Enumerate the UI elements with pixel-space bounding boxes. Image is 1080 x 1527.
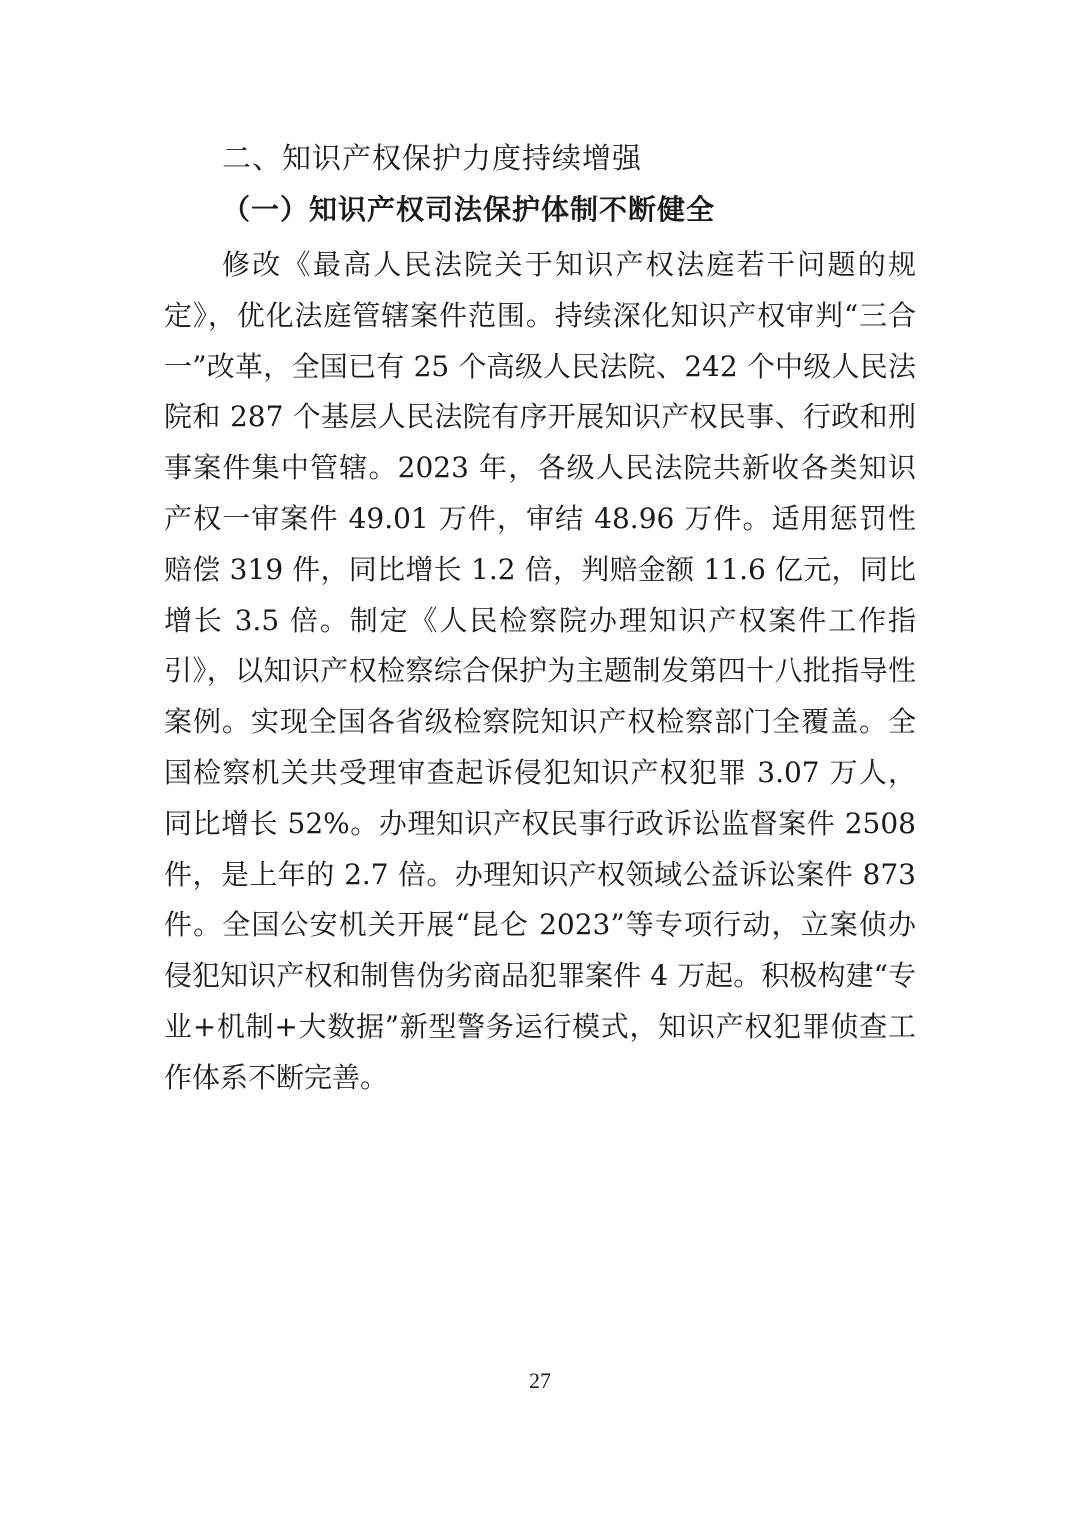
section-heading: 二、知识产权保护力度持续增强 xyxy=(222,141,643,175)
subsection-heading: （一）知识产权司法保护体制不断健全 xyxy=(222,193,716,226)
page-number: 27 xyxy=(529,1368,551,1393)
body-paragraph: 修改《最高人民法院关于知识产权法庭若干问题的规定》，优化法庭管辖案件范围。持续深化知识产权审判“三合一”改革，全国已有 25 个高级人民法院、242 个中级人民法院和 287 个基层人民法院有序开展知识产权民事、行政和刑事案件集中管辖。2023 年，各级人民法院共新收各类知识产权一审案件 49.01 万件，审结 48.96 万件。适用惩罚性赔偿 319 件，同比增长 1.2 倍，判赔金额 11.6 亿元，同比增长 3.5 倍。制定《人民检察院办理知识产权案件工作指引》，以知识产权检察综合保护为主题制发第四十八批指导性案例。实现全国各省级检察院知识产权检察部门全覆盖。全国检察机关共受理审查起诉侵犯知识产权犯罪 3.07 万人，同比增长 52%。办理知识产权民事行政诉讼监督案件 2508 件，是上年的 2.7 倍。办理知识产权领域公益诉讼案件 873 件。全国公安机关开展“昆仑 2023”等专项行动，立案侦办侵犯知识产权和制售伪劣商品犯罪案件 4 万起。积极构建“专业+机制+大数据”新型警务运行模式，知识产权犯罪侦查工作体系不断完善。 xyxy=(164,248,916,1094)
